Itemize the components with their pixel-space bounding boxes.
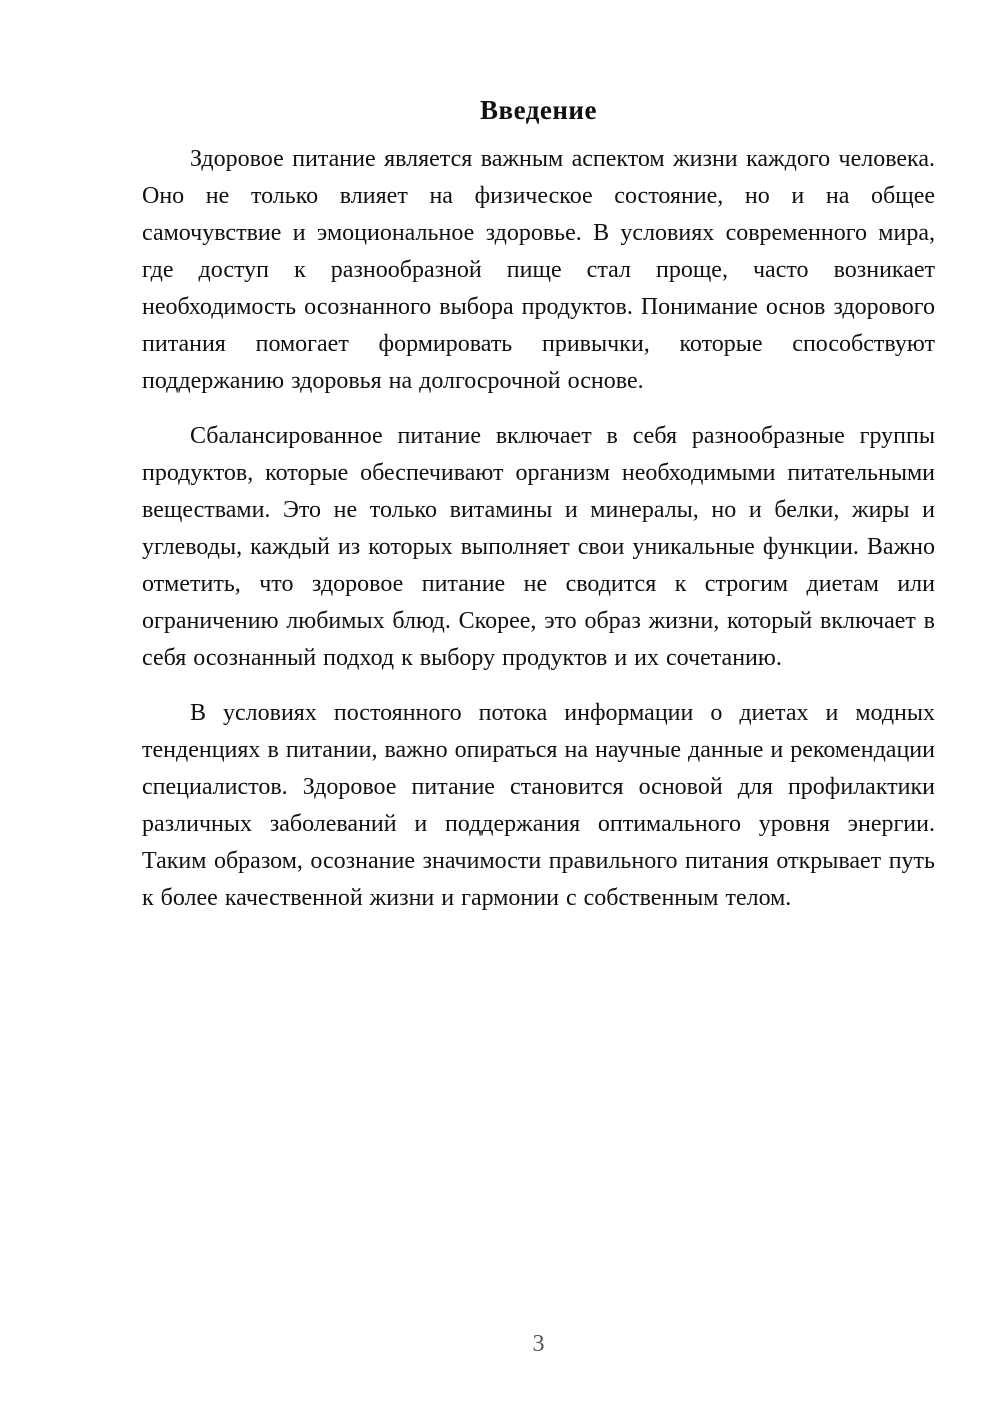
paragraph-3: В условиях постоянного потока информации о диетах и модных тенденциях в питании, важно опираться на научные данные и рекомендации специалистов. Здоровое питание становится основой для профилактики различных заболеваний и поддержания оптимального уровня энергии. Таким образом, осознание значимости правильного питания открывает путь к более качественной жизни и гармонии с собственным телом. <box>142 700 935 911</box>
paragraph-2: Сбалансированное питание включает в себя разнообразные группы продуктов, которые обеспечивают организм необходимыми питательными веществами. Это не только витамины и минералы, но и белки, жиры и углеводы, каждый из которых выполняет свои уникальные функции. Важно отметить, что здоровое питание не сводится к строгим диетам или ограничению любимых блюд. Скорее, это образ жизни, который включает в себя осознанный подход к выбору продуктов и их сочетанию. <box>142 423 935 671</box>
paragraph-1: Здоровое питание является важным аспектом жизни каждого человека. Оно не только влияет на физическое состояние, но и на общее самочувствие и эмоциональное здоровье. В условиях современного мира, где доступ к разнообразной пище стал проще, часто возникает необходимость осознанного выбора продуктов. Понимание основ здорового питания помогает формировать привычки, которые способствуют поддержанию здоровья на долгосрочной основе. <box>142 146 935 394</box>
page-number: 3 <box>532 1331 545 1357</box>
text-block <box>142 92 935 935</box>
page-title: Введение <box>480 95 597 125</box>
